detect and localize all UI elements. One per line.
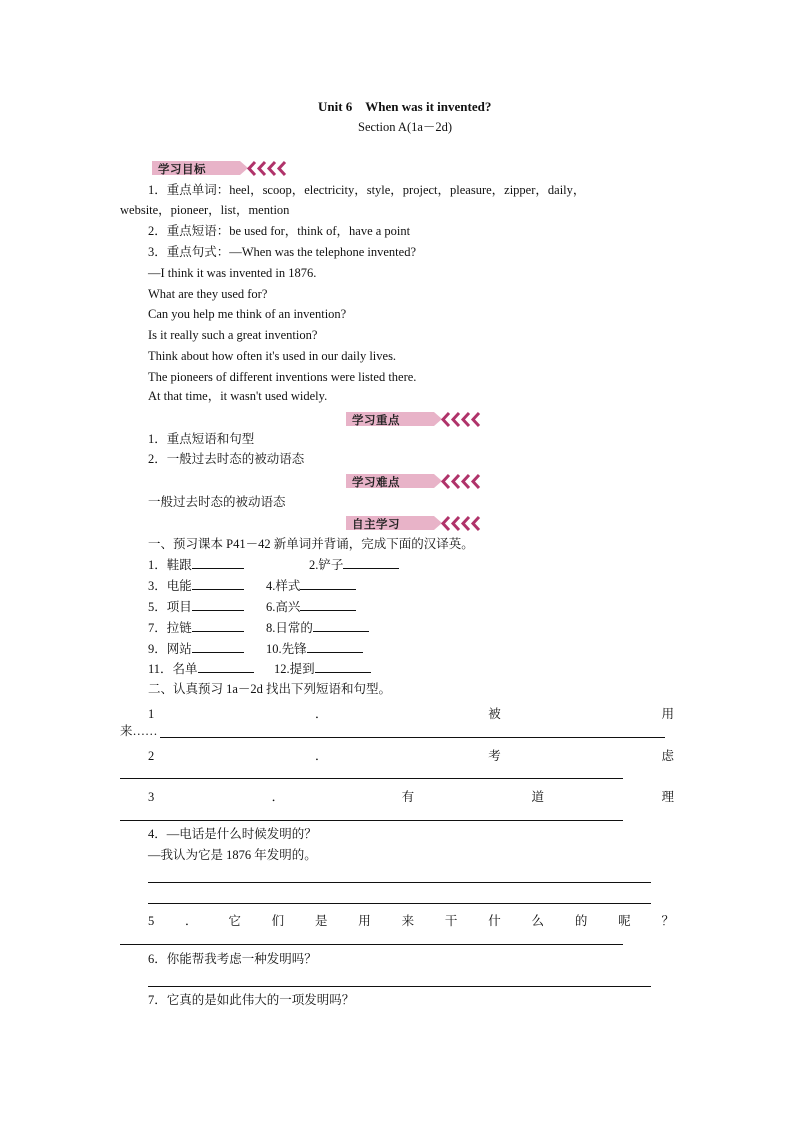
banner-label: 学习难点 [352,475,400,489]
answer-line[interactable] [148,882,651,883]
vocab-item: 6.高兴 [266,600,356,614]
goal-sentence: —I think it was invented in 1876. [148,266,317,280]
goal-sentence: What are they used for? [148,287,268,301]
vocab-item: 12.提到 [274,662,371,676]
question-2: 2 ． 考 虑 [148,749,674,763]
answer-blank[interactable] [192,642,244,653]
banner-label: 学习目标 [158,162,206,176]
vocab-item: 9．网站 [148,642,244,656]
answer-blank[interactable] [192,558,244,569]
vocab-item: 4.样式 [266,579,356,593]
vocab-item: 11．名单 [148,662,254,676]
banner-label: 学习重点 [352,413,400,427]
section-banner-difficulties [346,473,486,489]
goal-sentence: At that time，it wasn't used widely. [148,389,328,403]
goal-phrases-line: 2．重点短语：be used for，think of，have a point [148,224,411,238]
goal-words-line: 1．重点单词：heel，scoop，electricity，style，project，pleasure，zipper，daily， [148,183,586,197]
question-4: 4．—电话是什么时候发明的？ [148,827,317,841]
answer-line[interactable] [120,820,623,821]
answer-blank[interactable] [198,662,254,673]
answer-line[interactable] [148,986,651,987]
vocab-item: 10.先锋 [266,642,363,656]
answer-line[interactable] [120,778,623,779]
answer-blank[interactable] [192,600,244,611]
goal-sentence: The pioneers of different inventions were listed there. [148,370,417,384]
page-subtitle: Section A(1a－2d) [358,120,453,134]
goal-sentence: Is it really such a great invention? [148,328,318,342]
answer-blank[interactable] [192,621,244,632]
question-3: 3 ． 有 道 理 [148,790,674,804]
vocab-item: 8.日常的 [266,621,369,635]
goal-sentence: Think about how often it's used in our daily lives. [148,349,397,363]
answer-line[interactable] [148,903,651,904]
answer-blank[interactable] [343,558,399,569]
answer-blank[interactable] [307,642,363,653]
answer-blank[interactable] [313,621,369,632]
answer-line[interactable] [160,737,665,738]
answer-blank[interactable] [315,662,371,673]
question-1: 1 ． 被 用 [148,707,674,721]
key-point-item: 1．重点短语和句型 [148,432,255,446]
section-banner-key-points [346,411,486,427]
question-4-answer-prompt: —我认为它是 1876 年发明的。 [148,848,317,862]
vocab-item: 5．项目 [148,600,244,614]
part1-instruction: 一、预习课本 P41－42 新单词并背诵，完成下面的汉译英。 [148,537,474,551]
banner-label: 自主学习 [352,517,400,531]
difficulty-item: 一般过去时态的被动语态 [148,495,286,509]
vocab-item: 1．鞋跟 [148,558,244,572]
answer-line[interactable] [120,944,623,945]
section-banner-self-study [346,515,486,531]
vocab-item: 3．电能 [148,579,244,593]
answer-blank[interactable] [300,579,356,590]
goal-sentences-line: 3．重点句式：—When was the telephone invented? [148,245,416,259]
goal-sentence: Can you help me think of an invention? [148,307,347,321]
answer-blank[interactable] [192,579,244,590]
vocab-item: 2.铲子 [309,558,399,572]
goal-words-line-cont: website，pioneer，list，mention [120,203,290,217]
question-5: 5 ． 它 们 是 用 来 干 什 么 的 呢 ？ [148,914,674,928]
section-banner-goals [152,160,292,176]
part2-instruction: 二、认真预习 1a－2d 找出下列短语和句型。 [148,682,392,696]
page-title: Unit 6 When was it invented? [318,99,492,114]
key-point-item: 2．一般过去时态的被动语态 [148,452,305,466]
vocab-item: 7．拉链 [148,621,244,635]
question-1-tail: 来…… [120,724,158,738]
question-6: 6．你能帮我考虑一种发明吗？ [148,952,317,966]
question-7: 7．它真的是如此伟大的一项发明吗？ [148,993,355,1007]
answer-blank[interactable] [300,600,356,611]
